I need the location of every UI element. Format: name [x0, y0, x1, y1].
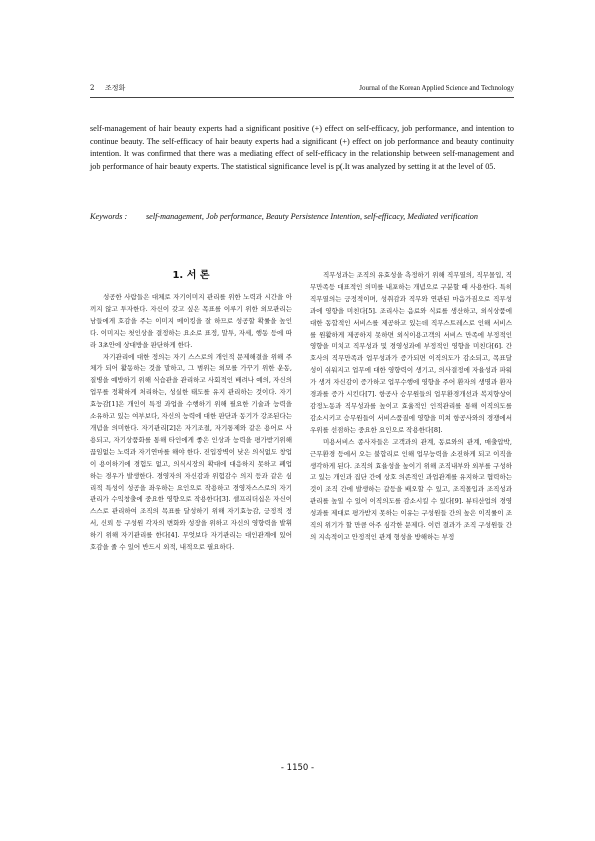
body-paragraph: 자기관리에 대한 정의는 자기 스스로의 개인적 문제해결을 위해 주체가 되어 활동하는 것을 말하고, 그 범위는 외모를 가꾸기 위한 운동, 질병을 예방하기 위해 식습관을 관리하고 사회적인 배려나 예의, 자신의 업무를 정확하게 처리하는, 성실한 태도를 유지 관리하는 것이다. 자기효능감[1]은 개인이 특정 과업을 수행하기 위해 필요한 기술과 능력을 소유하고 있는 여부보다, 자신의 능력에 대한 판단과 동기가 강조된다는 개념을 의미한다. 자기관리[2]은 자기조절, 자기통제와 같은 용어로 사용되고, 자기상품화를 통해 타인에게 좋은 인상과 능력을 평가받기위해 끊임없는 노력과 자기연마를 해야 한다. 진입장벽이 낮은 의식없도 창업이 용이하기에 경험도 없고, 의식시장의 확대에 대응하지 못하고 폐업 하는 경우가 발생한다. 경영자의 자신감과 위험감수 의지 등과 같은 심리적 특성이 성공을 좌우하는 요인으로 작용하고 경영자스스로의 자기관리가 수익창출에 중요한 영향으로 작용한다[3]. 셀프리더십은 자신이 스스로 관리하여 조직의 목표를 달성하기 위해 자기효능감, 긍정적 정서, 신뢰 등 구성원 각자의 변화와 성장을 위하고 자신의 영향력을 발휘하기 위해 자기관리를 한다[4]. 무엇보다 자기관리는 대인관계에 있어 호감을 줄 수 있어 반드시 외적, 내적으로 필요하다. — [90, 352, 292, 552]
page-footer-number: - 1150 - — [280, 763, 315, 773]
running-header — [90, 83, 514, 97]
left-column — [90, 270, 292, 554]
keywords-label: Keywords : — [90, 212, 128, 221]
header-page-number: 2 — [90, 84, 95, 92]
header-rule — [90, 97, 514, 98]
body-paragraph: 성공한 사람들은 대체로 자기이미지 관리를 위한 노력과 시간을 아끼지 않고 투자한다. 자신이 갖고 싶은 목표를 이루기 위한 외모관리는 남들에게 호감을 주는 이미지 메이킹을 잘 하므로 성공할 확률을 높인다. 이미지는 첫인상을 결정하는 요소로 표정, 말투, 자세, 행동 등에 따라 3초안에 상대방을 판단하게 한다. — [90, 293, 292, 349]
abstract-continuation: self-management of hair beauty experts had a significant positive (+) effect on self-efficacy, job performance, and intention to continue beauty. The self-efficacy of hair beauty experts had a significant (+) effect on job performance and beauty continuity intention. It was confirmed that there was a mediating effect of self-efficacy in the relationship between self-management and job performance of hair beauty experts. The statistical significance level is p(.It was analyzed by setting it at the level of 05. — [90, 124, 514, 172]
body-paragraph: 미용서비스 종사자들은 고객과의 관계, 동료와의 관계, 매출압박, 근무환경 등에서 오는 불합리로 인해 업무능력을 소진하게 되고 이직을 생각하게 된다. 조직의 효율성을 높이기 위해 조직내부와 외부를 구성하고 있는 개인과 집단 간에 상호 의존적인 과업관계를 유지하고 협력하는 것이 조직 간에 발생하는 갈등을 배오할 수 있고, 조직몰입과 조직성과 관리를 높일 수 있어 이직의도를 감소시킬 수 있다[9]. 뷰티산업의 경영성과를 제대로 평가받지 못하는 이유는 구성원들 간의 높은 이직률이 조직의 위기가 할 만큼 아주 심각한 문제다. 이런 결과가 조직 구성원들 간의 지속적이고 안정적인 관계 형성을 방해하는 부정 — [310, 437, 512, 541]
keywords-text: self-management, Job performance, Beauty Persistence Intention, self-efficacy, Mediated verification — [146, 212, 478, 221]
keywords-block — [90, 211, 514, 224]
body-paragraph: 직무성과는 조직의 유효성을 측정하기 위해 직무열의, 직무몰입, 직무만족등 대표적인 의미를 내포하는 개념으로 구분할 때 사용한다. 특히 직무열의는 긍정적이며, 성취감과 직무와 연관된 마음가짐으로 직무성과에 영향을 미친다[5]. 조리사는 음료와 식료를 생산하고, 외식상품에 대한 동합적인 서비스를 제공하고 있는데 직무스트레스로 인해 서비스를 원활하게 제공하지 못하면 외식이용고객의 서비스 만족에 부정적인 영향을 미치고 직무성과 및 경영성과에 부정적인 영향을 미친다[6]. 간호사의 직무만족과 업무성과가 증가되면 이직의도가 감소되고, 목표달성이 쉬워지고 업무에 대한 영향력이 생기고, 의사결정에 자율성과 파워가 생겨 자신감이 증가하고 업무수행에 영향을 주어 환자의 생명과 환자경과를 증가 시킨다[7]. 항공사 승무원들의 업무환경개선과 복지향상이 감정노동과 직무성과를 높이고 효율적인 인적관리를 통해 이직의도를 감소시키고 승무원들이 서비스품질에 영향을 미쳐 항공사와의 경쟁에서 우위를 선점하는 중요한 요인으로 작용한다[8]. — [310, 271, 512, 434]
section-title: 1. 서 론 — [172, 270, 210, 281]
header-journal-title: Journal of the Korean Applied Science and Technology — [359, 84, 514, 92]
right-column — [310, 270, 512, 544]
header-author: 조정화 — [105, 84, 126, 92]
